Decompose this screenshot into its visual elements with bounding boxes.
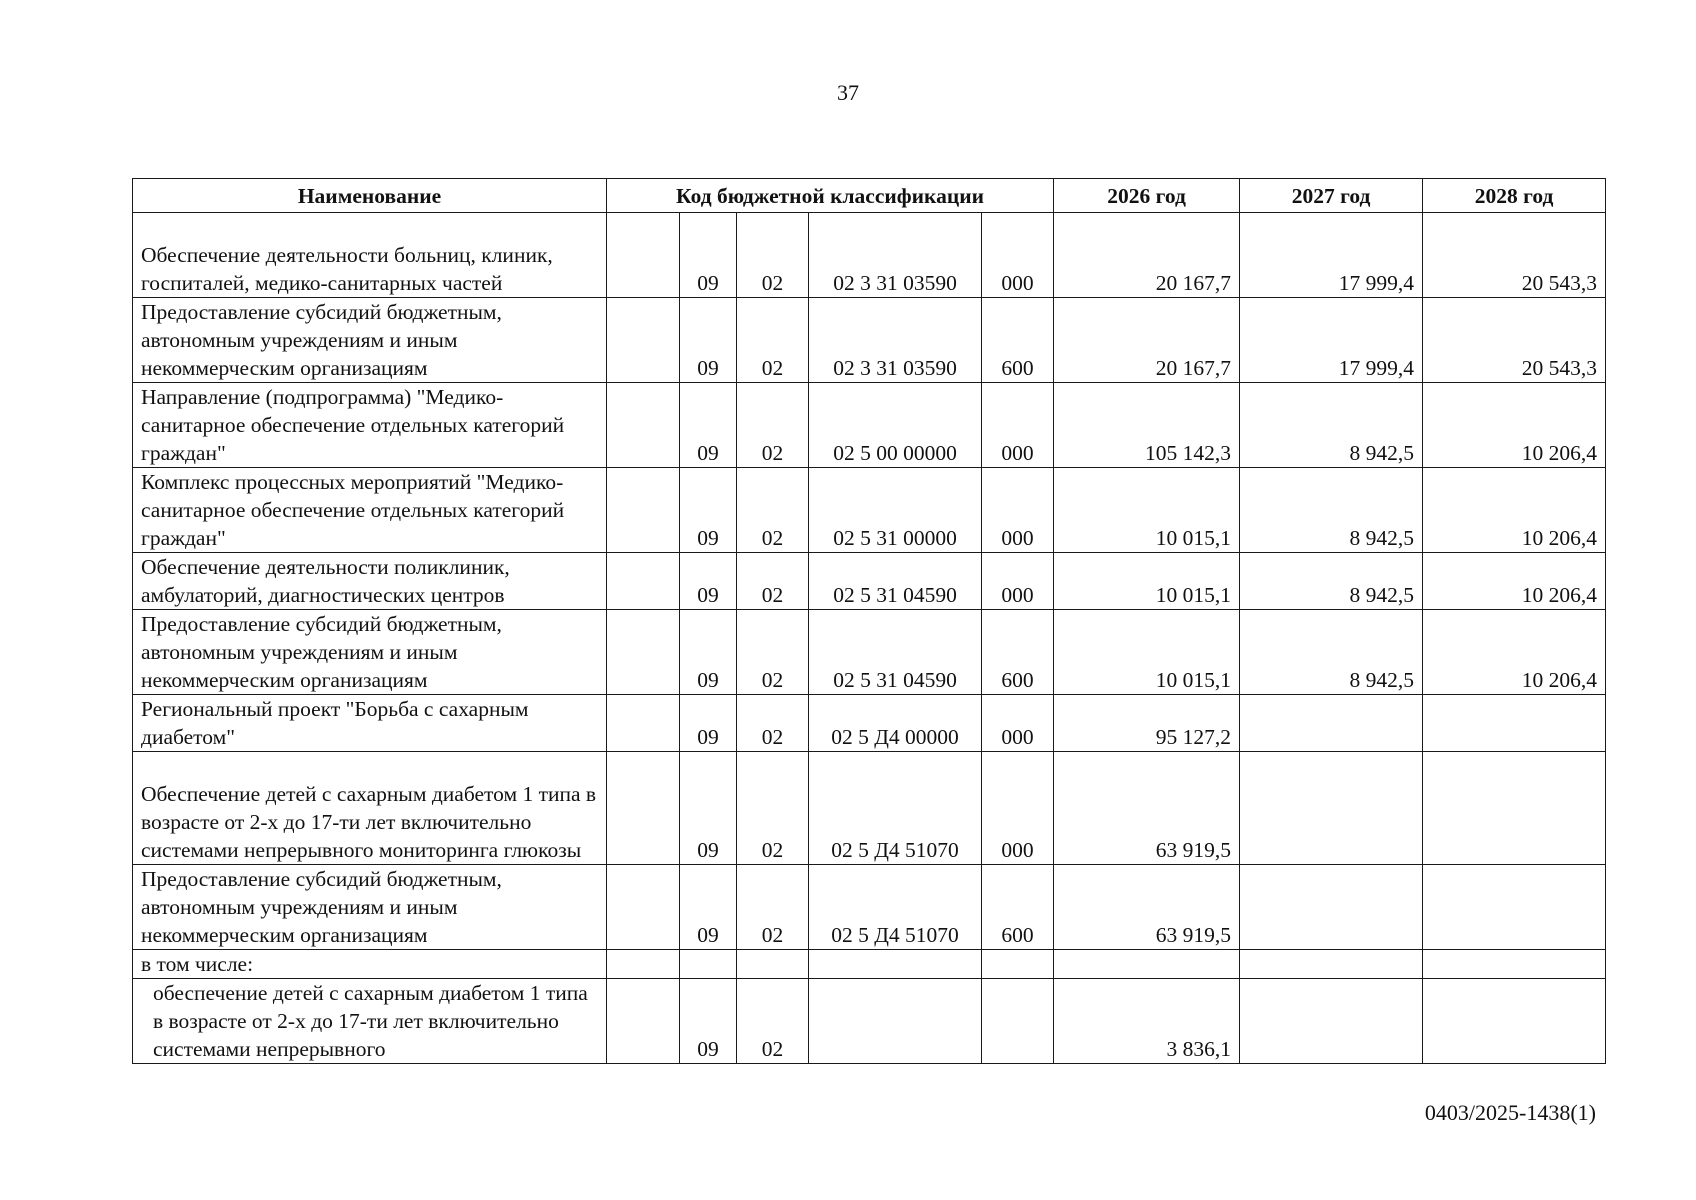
table-row xyxy=(133,979,1606,1064)
row-name: в том числе: xyxy=(133,950,607,979)
row-value-2026: 63 919,5 xyxy=(1054,865,1240,950)
row-value-2026: 10 015,1 xyxy=(1054,553,1240,610)
row-expense-type: 600 xyxy=(982,610,1054,695)
table-row xyxy=(133,695,1606,752)
row-value-2027: 17 999,4 xyxy=(1240,213,1423,298)
row-name: Комплекс процессных мероприятий "Медико-санитарное обеспечение отдельных категорий граждан" xyxy=(133,468,607,553)
row-expense-type: 600 xyxy=(982,298,1054,383)
row-value-2026: 105 142,3 xyxy=(1054,383,1240,468)
row-target-article: 02 5 31 00000 xyxy=(809,468,982,553)
document-registration-code: 0403/2025-1438(1) xyxy=(1424,1100,1596,1125)
row-subsection: 02 xyxy=(737,695,809,752)
row-target-article xyxy=(809,979,982,1064)
row-subsection: 02 xyxy=(737,298,809,383)
row-subsection xyxy=(737,950,809,979)
row-subsection: 02 xyxy=(737,468,809,553)
row-name: Региональный проект "Борьба с сахарным диабетом" xyxy=(133,695,607,752)
row-code-blank xyxy=(607,695,680,752)
row-value-2028: 20 543,3 xyxy=(1423,213,1606,298)
row-value-2027 xyxy=(1240,865,1423,950)
row-value-2027 xyxy=(1240,979,1423,1064)
row-expense-type: 000 xyxy=(982,383,1054,468)
header-year-2026: 2026 год xyxy=(1054,179,1240,213)
row-expense-type: 000 xyxy=(982,752,1054,865)
row-name: Предоставление субсидий бюджетным, автономным учреждениям и иным некоммерческим организациям xyxy=(133,610,607,695)
row-value-2027 xyxy=(1240,950,1423,979)
row-value-2027: 8 942,5 xyxy=(1240,383,1423,468)
row-section: 09 xyxy=(680,553,737,610)
row-expense-type: 000 xyxy=(982,695,1054,752)
table-row xyxy=(133,468,1606,553)
row-value-2026: 63 919,5 xyxy=(1054,752,1240,865)
row-value-2028: 10 206,4 xyxy=(1423,468,1606,553)
row-value-2026: 10 015,1 xyxy=(1054,610,1240,695)
table-row xyxy=(133,383,1606,468)
row-target-article: 02 5 31 04590 xyxy=(809,553,982,610)
row-value-2026: 20 167,7 xyxy=(1054,298,1240,383)
row-name: Обеспечение деятельности больниц, клиник, госпиталей, медико-санитарных частей xyxy=(133,213,607,298)
row-section: 09 xyxy=(680,865,737,950)
row-value-2028 xyxy=(1423,752,1606,865)
header-year-2027: 2027 год xyxy=(1240,179,1423,213)
header-row xyxy=(133,179,1606,213)
row-target-article: 02 3 31 03590 xyxy=(809,298,982,383)
row-code-blank xyxy=(607,213,680,298)
row-subsection: 02 xyxy=(737,213,809,298)
row-expense-type: 000 xyxy=(982,468,1054,553)
row-value-2027: 8 942,5 xyxy=(1240,468,1423,553)
row-expense-type: 600 xyxy=(982,865,1054,950)
row-section: 09 xyxy=(680,695,737,752)
row-value-2027 xyxy=(1240,695,1423,752)
row-code-blank xyxy=(607,610,680,695)
row-subsection: 02 xyxy=(737,610,809,695)
row-name: обеспечение детей с сахарным диабетом 1 типа в возрасте от 2-х до 17-ти лет включительно системами непрерывного xyxy=(133,979,607,1064)
row-value-2028 xyxy=(1423,695,1606,752)
row-value-2026 xyxy=(1054,950,1240,979)
row-target-article: 02 5 00 00000 xyxy=(809,383,982,468)
table-row xyxy=(133,752,1606,865)
row-value-2026: 10 015,1 xyxy=(1054,468,1240,553)
row-section: 09 xyxy=(680,468,737,553)
row-target-article: 02 5 31 04590 xyxy=(809,610,982,695)
row-expense-type: 000 xyxy=(982,553,1054,610)
row-value-2026: 3 836,1 xyxy=(1054,979,1240,1064)
row-name: Направление (подпрограмма) "Медико-санитарное обеспечение отдельных категорий граждан" xyxy=(133,383,607,468)
row-code-blank xyxy=(607,950,680,979)
row-section: 09 xyxy=(680,298,737,383)
row-section: 09 xyxy=(680,752,737,865)
table-row xyxy=(133,213,1606,298)
row-value-2028 xyxy=(1423,865,1606,950)
row-target-article: 02 5 Д4 51070 xyxy=(809,752,982,865)
row-name: Предоставление субсидий бюджетным, автономным учреждениям и иным некоммерческим организациям xyxy=(133,298,607,383)
row-expense-type xyxy=(982,979,1054,1064)
row-value-2027: 8 942,5 xyxy=(1240,553,1423,610)
budget-table xyxy=(132,178,1606,1064)
table-row xyxy=(133,553,1606,610)
table-row xyxy=(133,610,1606,695)
header-year-2028: 2028 год xyxy=(1423,179,1606,213)
row-section: 09 xyxy=(680,213,737,298)
row-value-2028 xyxy=(1423,979,1606,1064)
row-name: Обеспечение детей с сахарным диабетом 1 типа в возрасте от 2-х до 17-ти лет включительно системами непрерывного мониторинга глюкозы xyxy=(133,752,607,865)
table-row xyxy=(133,298,1606,383)
row-name: Обеспечение деятельности поликлиник, амбулаторий, диагностических центров xyxy=(133,553,607,610)
row-subsection: 02 xyxy=(737,752,809,865)
row-code-blank xyxy=(607,752,680,865)
header-budget-code: Код бюджетной классификации xyxy=(607,179,1054,213)
row-subsection: 02 xyxy=(737,865,809,950)
row-section: 09 xyxy=(680,979,737,1064)
row-expense-type: 000 xyxy=(982,213,1054,298)
row-value-2027: 8 942,5 xyxy=(1240,610,1423,695)
header-name: Наименование xyxy=(133,179,607,213)
row-target-article: 02 5 Д4 51070 xyxy=(809,865,982,950)
row-target-article: 02 3 31 03590 xyxy=(809,213,982,298)
row-code-blank xyxy=(607,298,680,383)
row-value-2028: 20 543,3 xyxy=(1423,298,1606,383)
row-target-article: 02 5 Д4 00000 xyxy=(809,695,982,752)
row-value-2027: 17 999,4 xyxy=(1240,298,1423,383)
row-name: Предоставление субсидий бюджетным, автономным учреждениям и иным некоммерческим организациям xyxy=(133,865,607,950)
row-code-blank xyxy=(607,979,680,1064)
table-row xyxy=(133,950,1606,979)
row-value-2028: 10 206,4 xyxy=(1423,553,1606,610)
row-value-2028: 10 206,4 xyxy=(1423,383,1606,468)
row-expense-type xyxy=(982,950,1054,979)
row-value-2028: 10 206,4 xyxy=(1423,610,1606,695)
row-value-2027 xyxy=(1240,752,1423,865)
row-section: 09 xyxy=(680,383,737,468)
row-value-2028 xyxy=(1423,950,1606,979)
row-section xyxy=(680,950,737,979)
row-code-blank xyxy=(607,553,680,610)
row-subsection: 02 xyxy=(737,979,809,1064)
row-code-blank xyxy=(607,383,680,468)
row-section: 09 xyxy=(680,610,737,695)
row-code-blank xyxy=(607,865,680,950)
row-subsection: 02 xyxy=(737,553,809,610)
page-number: 37 xyxy=(837,80,859,105)
row-subsection: 02 xyxy=(737,383,809,468)
row-target-article xyxy=(809,950,982,979)
row-value-2026: 95 127,2 xyxy=(1054,695,1240,752)
row-value-2026: 20 167,7 xyxy=(1054,213,1240,298)
row-code-blank xyxy=(607,468,680,553)
table-row xyxy=(133,865,1606,950)
